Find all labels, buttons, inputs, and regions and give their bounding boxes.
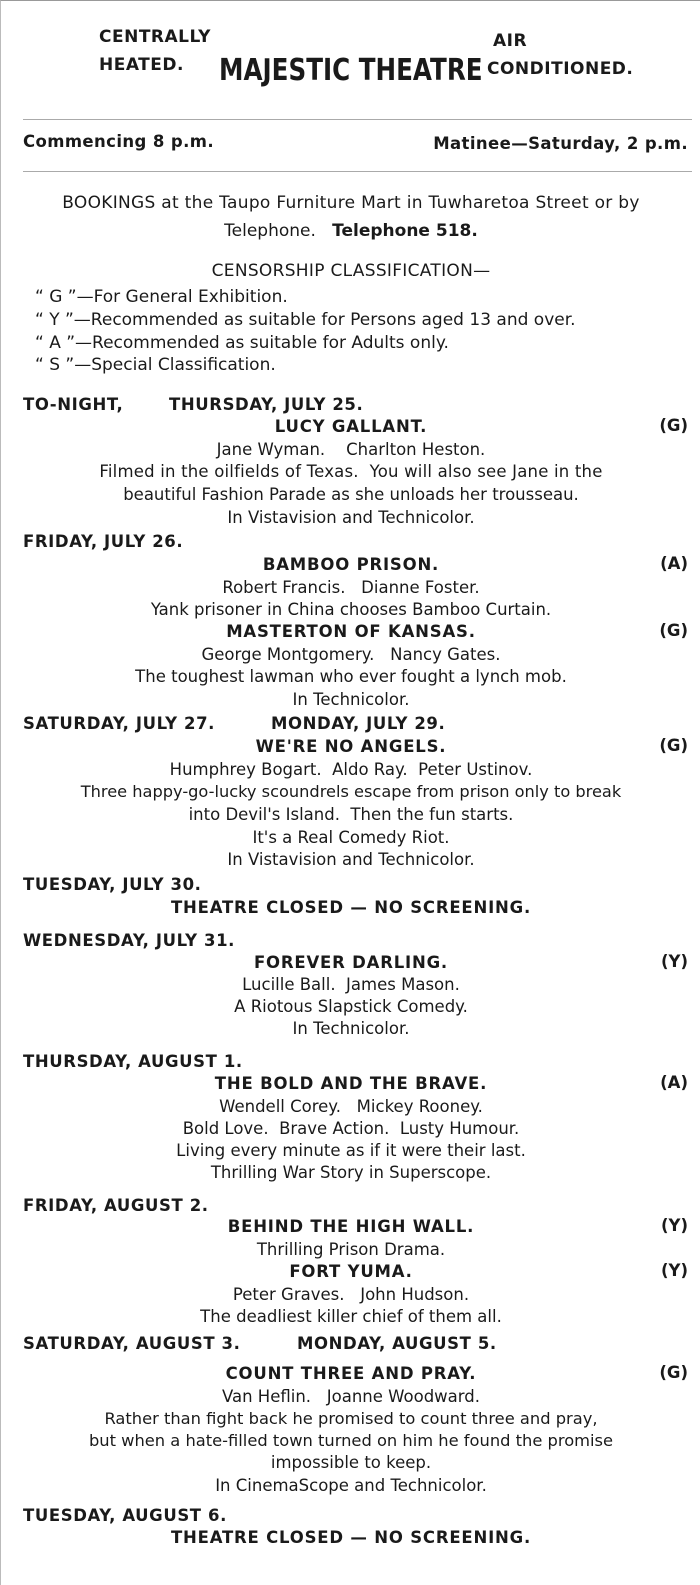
day-date-jul26: FRIDAY, JULY 26. xyxy=(23,532,184,551)
day-date-aug3: SATURDAY, AUGUST 3. xyxy=(23,1334,241,1353)
film-desc-lucy-gallant-2: beautiful Fashion Parade as she unloads her trousseau. xyxy=(123,485,579,504)
bookings-line-1: BOOKINGS at the Taupo Furniture Mart in Tuwharetoa Street or by xyxy=(62,193,640,213)
censorship-s: “ S ”—Special Classification. xyxy=(35,355,276,375)
film-title-bamboo-prison: BAMBOO PRISON. xyxy=(262,555,440,574)
film-title-forever-darling: FOREVER DARLING. xyxy=(253,953,448,972)
film-cast-fort-yuma: Peter Graves. John Hudson. xyxy=(232,1285,470,1304)
censorship-heading: CENSORSHIP CLASSIFICATION— xyxy=(211,261,491,281)
closed-notice-aug6: THEATRE CLOSED — NO SCREENING. xyxy=(170,1528,532,1547)
film-cast-forever-darling: Lucille Ball. James Mason. xyxy=(242,975,460,994)
day-date-aug2: FRIDAY, AUGUST 2. xyxy=(23,1196,209,1215)
film-cast-bamboo-prison: Robert Francis. Dianne Foster. xyxy=(222,578,480,597)
film-desc-no-angels-1: Three happy-go-lucky scoundrels escape from prison only to break xyxy=(80,782,622,801)
film-rating-count-three: (G) xyxy=(659,1363,688,1382)
day-date-jul31: WEDNESDAY, JULY 31. xyxy=(23,931,236,950)
film-rating-forever-darling: (Y) xyxy=(660,952,688,971)
closed-notice-jul30: THEATRE CLOSED — NO SCREENING. xyxy=(170,898,532,917)
film-rating-bold-brave: (A) xyxy=(660,1073,688,1092)
film-desc-forever-darling-2: In Technicolor. xyxy=(292,1019,410,1038)
film-desc-count-three-2: but when a hate-filled town turned on him he found the promise xyxy=(88,1431,614,1450)
day-date-aug5: MONDAY, AUGUST 5. xyxy=(297,1334,497,1353)
film-rating-masterton: (G) xyxy=(659,621,688,640)
commencing-time: Commencing 8 p.m. xyxy=(23,132,215,151)
film-desc-count-three-3: impossible to keep. xyxy=(270,1453,432,1472)
film-rating-fort-yuma: (Y) xyxy=(660,1261,688,1280)
film-desc-bold-brave-3: Thrilling War Story in Superscope. xyxy=(210,1163,492,1182)
film-desc-fort-yuma: The deadliest killer chief of them all. xyxy=(200,1307,502,1326)
film-title-no-angels: WE'RE NO ANGELS. xyxy=(255,737,447,756)
censorship-g: “ G ”—For General Exhibition. xyxy=(35,287,288,307)
film-cast-count-three: Van Heflin. Joanne Woodward. xyxy=(221,1387,480,1406)
day-label-tonight: TO-NIGHT, xyxy=(23,395,124,414)
film-title-bold-brave: THE BOLD AND THE BRAVE. xyxy=(214,1074,488,1093)
film-rating-lucy-gallant: (G) xyxy=(659,416,688,435)
day-date-aug1: THURSDAY, AUGUST 1. xyxy=(23,1052,243,1071)
header-air: AIR xyxy=(493,31,528,51)
film-cast-bold-brave: Wendell Corey. Mickey Rooney. xyxy=(219,1097,483,1116)
film-desc-forever-darling-1: A Riotous Slapstick Comedy. xyxy=(234,997,468,1016)
film-desc-lucy-gallant-3: In Vistavision and Technicolor. xyxy=(227,508,475,527)
film-title-high-wall: BEHIND THE HIGH WALL. xyxy=(227,1217,475,1236)
film-desc-count-three-4: In CinemaScope and Technicolor. xyxy=(215,1476,487,1495)
header-heated: HEATED. xyxy=(99,55,184,75)
film-rating-bamboo-prison: (A) xyxy=(660,554,688,573)
day-date-jul29: MONDAY, JULY 29. xyxy=(271,714,446,733)
film-desc-lucy-gallant-1: Filmed in the oilfields of Texas. You will also see Jane in the xyxy=(99,462,603,481)
film-desc-no-angels-4: In Vistavision and Technicolor. xyxy=(227,850,475,869)
header-conditioned: CONDITIONED. xyxy=(487,59,634,79)
day-date-jul27: SATURDAY, JULY 27. xyxy=(23,714,216,733)
times-divider xyxy=(23,171,692,172)
film-title-fort-yuma: FORT YUMA. xyxy=(289,1262,413,1281)
film-desc-bamboo-prison: Yank prisoner in China chooses Bamboo Curtain. xyxy=(150,600,552,619)
bookings-telephone-text: Telephone. xyxy=(224,221,316,241)
film-desc-masterton-1: The toughest lawman who ever fought a lynch mob. xyxy=(135,667,567,686)
film-desc-bold-brave-2: Living every minute as if it were their last. xyxy=(176,1141,526,1160)
day-date-aug6: TUESDAY, AUGUST 6. xyxy=(23,1506,227,1525)
film-cast-no-angels: Humphrey Bogart. Aldo Ray. Peter Ustinov. xyxy=(169,760,533,779)
film-title-lucy-gallant: LUCY GALLANT. xyxy=(274,417,428,436)
bookings-telephone-number: Telephone 518. xyxy=(332,221,478,241)
header-divider xyxy=(23,119,692,120)
film-rating-high-wall: (Y) xyxy=(660,1216,688,1235)
film-desc-high-wall: Thrilling Prison Drama. xyxy=(256,1240,446,1259)
censorship-a: “ A ”—Recommended as suitable for Adults only. xyxy=(35,333,449,353)
censorship-y: “ Y ”—Recommended as suitable for Persons aged 13 and over. xyxy=(35,310,576,330)
matinee-time: Matinee—Saturday, 2 p.m. xyxy=(433,134,688,153)
film-desc-masterton-2: In Technicolor. xyxy=(292,690,410,709)
film-title-count-three: COUNT THREE AND PRAY. xyxy=(225,1364,477,1383)
film-desc-no-angels-2: into Devil's Island. Then the fun starts. xyxy=(188,805,514,824)
day-date-jul25: THURSDAY, JULY 25. xyxy=(169,395,364,414)
theatre-title: MAJESTIC THEATRE xyxy=(219,53,483,88)
film-rating-no-angels: (G) xyxy=(659,736,688,755)
film-desc-no-angels-3: It's a Real Comedy Riot. xyxy=(252,828,450,847)
header-centrally: CENTRALLY xyxy=(99,27,211,47)
film-title-masterton: MASTERTON OF KANSAS. xyxy=(226,622,476,641)
film-cast-masterton: George Montgomery. Nancy Gates. xyxy=(201,645,501,664)
film-desc-bold-brave-1: Bold Love. Brave Action. Lusty Humour. xyxy=(182,1119,520,1138)
film-desc-count-three-1: Rather than fight back he promised to count three and pray, xyxy=(104,1409,598,1428)
film-cast-lucy-gallant: Jane Wyman. Charlton Heston. xyxy=(216,440,486,459)
day-date-jul30: TUESDAY, JULY 30. xyxy=(23,875,202,894)
bookings-line-2 xyxy=(1,220,700,242)
